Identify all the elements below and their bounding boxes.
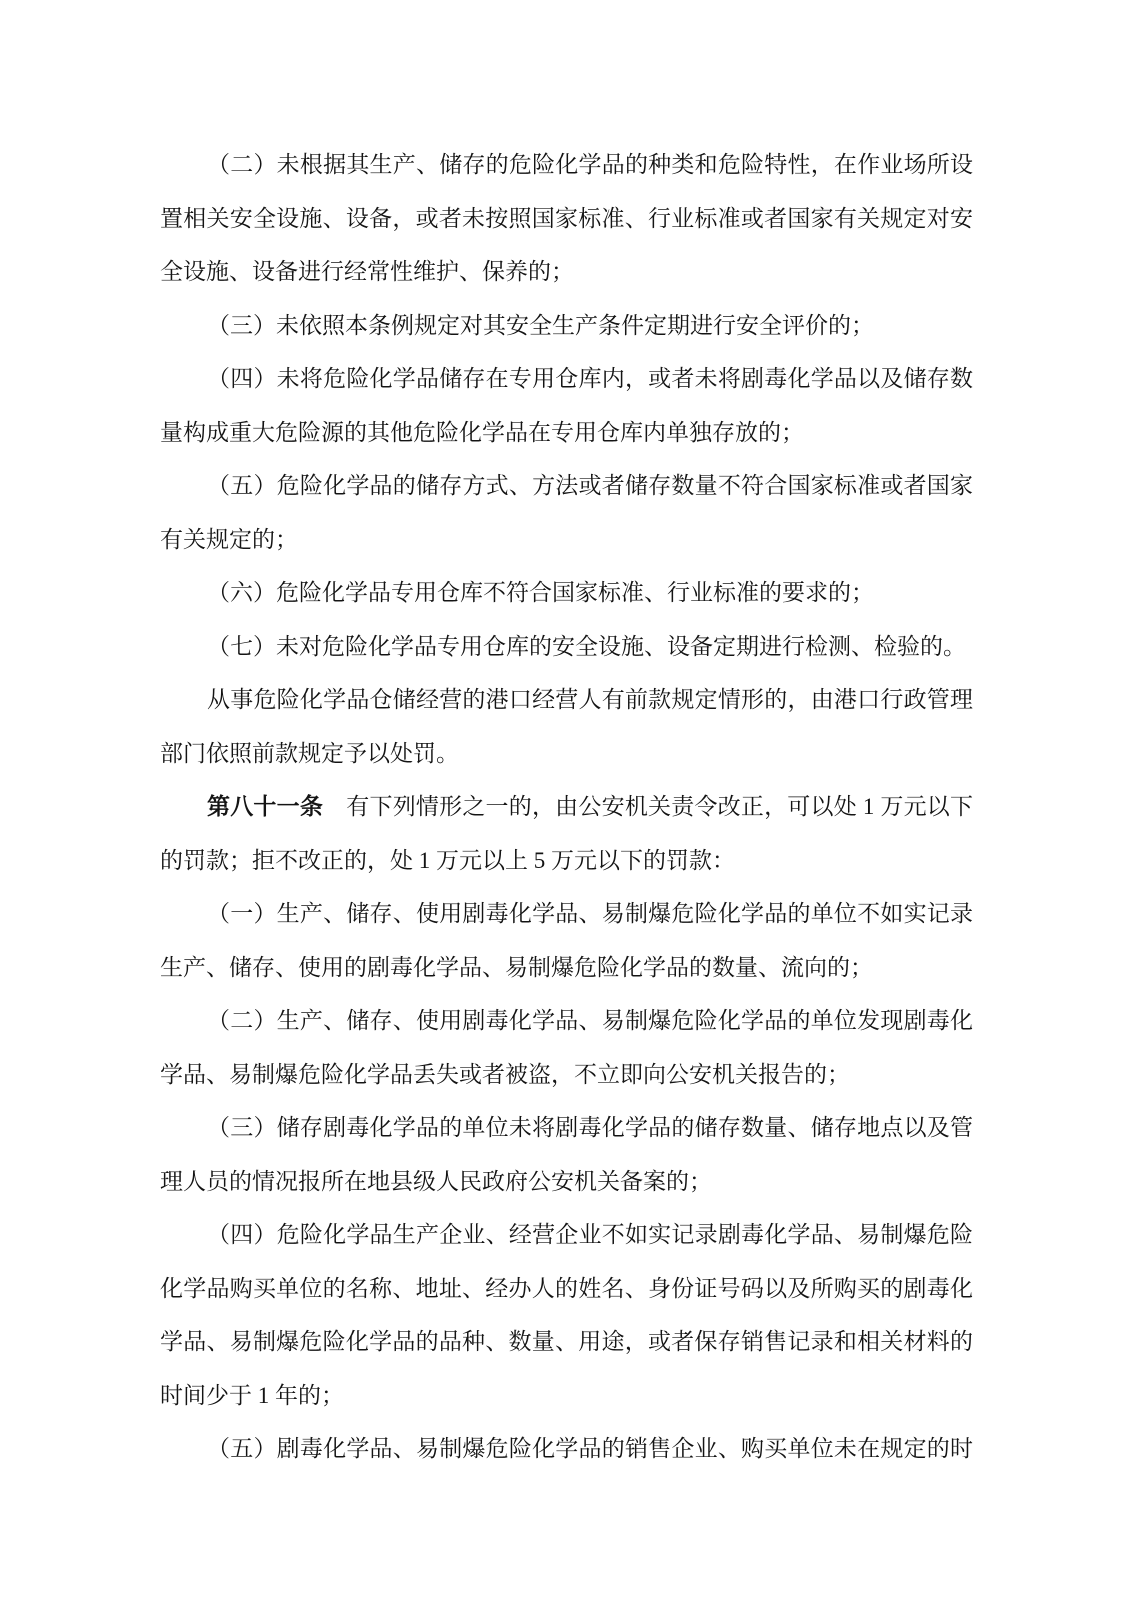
text-line: （四）危险化学品生产企业、经营企业不如实记录剧毒化学品、易制爆危险: [207, 1222, 973, 1247]
paragraph: [160, 1422, 973, 1476]
paragraph: [160, 673, 973, 780]
text-line: 有关规定的；: [160, 526, 298, 552]
paragraph: [160, 566, 973, 620]
text-line: 第八十一条 有下列情形之一的，由公安机关责令改正，可以处 1 万元以下: [207, 794, 974, 819]
text-line: 学品、易制爆危险化学品丢失或者被盗，不立即向公安机关报告的；: [160, 1061, 850, 1087]
text-line: 学品、易制爆危险化学品的品种、数量、用途，或者保存销售记录和相关材料的: [160, 1329, 973, 1354]
text-line: 时间少于 1 年的；: [160, 1382, 344, 1408]
text-line: 从事危险化学品仓储经营的港口经营人有前款规定情形的，由港口行政管理: [207, 687, 973, 712]
text-line: 置相关安全设施、设备，或者未按照国家标准、行业标准或者国家有关规定对安: [160, 205, 973, 231]
text-line: 生产、储存、使用的剧毒化学品、易制爆危险化学品的数量、流向的；: [160, 954, 873, 980]
text-line: 量构成重大危险源的其他危险化学品在专用仓库内单独存放的；: [160, 419, 804, 445]
text-line: （三）储存剧毒化学品的单位未将剧毒化学品的储存数量、储存地点以及管: [207, 1115, 973, 1140]
text-line: 化学品购买单位的名称、地址、经办人的姓名、身份证号码以及所购买的剧毒化: [160, 1275, 973, 1301]
paragraph: [160, 1101, 973, 1208]
paragraph: [160, 138, 973, 299]
paragraph: [160, 887, 973, 994]
text-line: （七）未对危险化学品专用仓库的安全设施、设备定期进行检测、检验的。: [207, 633, 966, 659]
paragraph: [160, 994, 973, 1101]
paragraph: [160, 352, 973, 459]
text-line: 部门依照前款规定予以处罚。: [160, 740, 459, 766]
text-line: （五）剧毒化学品、易制爆危险化学品的销售企业、购买单位未在规定的时: [207, 1436, 973, 1461]
document-text: [160, 138, 973, 1476]
text-line: （二）未根据其生产、储存的危险化学品的种类和危险特性，在作业场所设: [207, 152, 973, 177]
text-line: （四）未将危险化学品储存在专用仓库内，或者未将剧毒化学品以及储存数: [207, 366, 973, 391]
article-number: 第八十一条: [207, 794, 324, 819]
text-line: （三）未依照本条例规定对其安全生产条件定期进行安全评价的；: [207, 312, 874, 338]
paragraph: [160, 1208, 973, 1422]
paragraph: [160, 620, 973, 674]
text-line: 理人员的情况报所在地县级人民政府公安机关备案的；: [160, 1168, 712, 1194]
paragraph: [160, 780, 973, 887]
text-line: （五）危险化学品的储存方式、方法或者储存数量不符合国家标准或者国家: [207, 473, 973, 498]
text-line: 的罚款；拒不改正的，处 1 万元以上 5 万元以下的罚款：: [160, 847, 735, 873]
text-line: 全设施、设备进行经常性维护、保养的；: [160, 259, 574, 284]
paragraph: [160, 299, 973, 353]
paragraph: [160, 459, 973, 566]
text-line: （六）危险化学品专用仓库不符合国家标准、行业标准的要求的；: [207, 580, 874, 605]
text-line: （二）生产、储存、使用剧毒化学品、易制爆危险化学品的单位发现剧毒化: [207, 1008, 973, 1033]
text-line: （一）生产、储存、使用剧毒化学品、易制爆危险化学品的单位不如实记录: [207, 901, 973, 926]
